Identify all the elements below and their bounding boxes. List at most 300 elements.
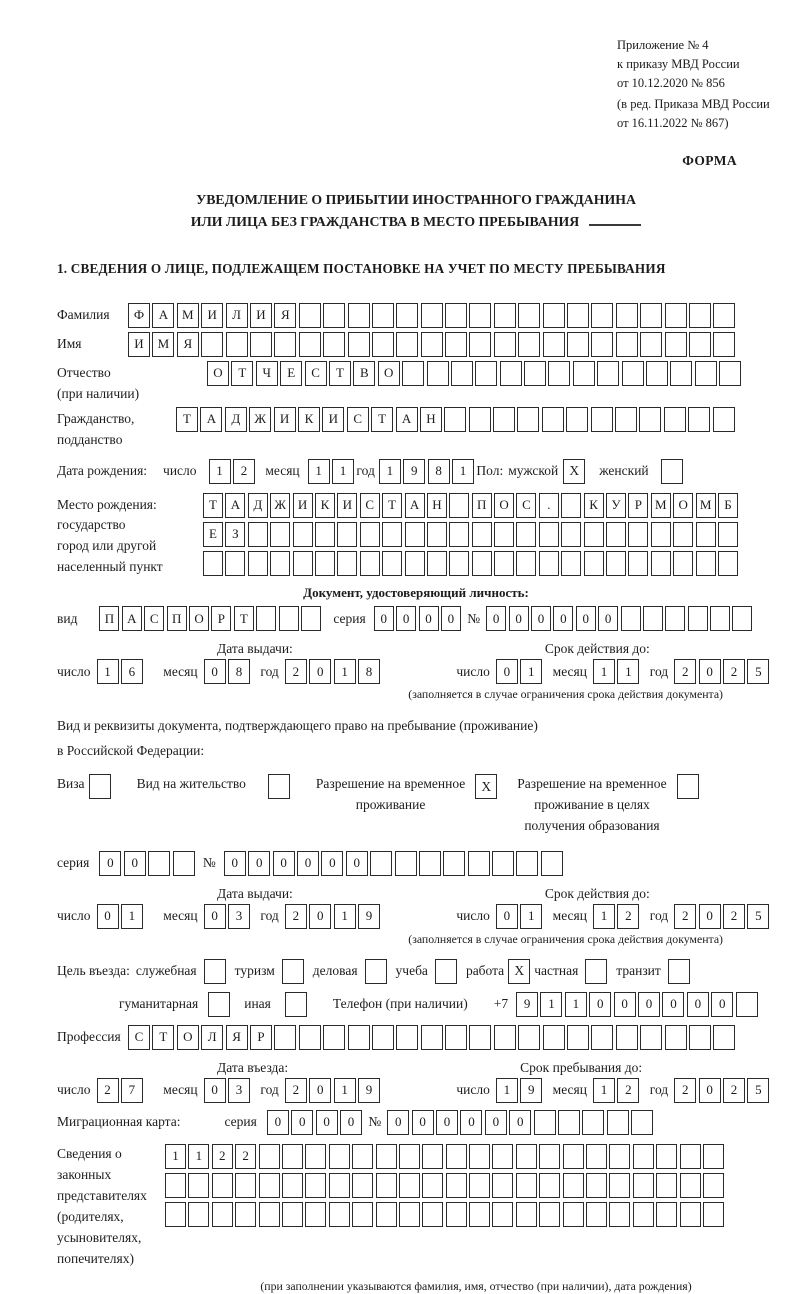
char-cell[interactable]: 2 [233,459,255,484]
char-cell[interactable] [468,851,490,876]
char-cell[interactable]: 2 [674,904,696,929]
char-cell[interactable] [323,1025,345,1050]
char-cell[interactable]: 0 [309,904,331,929]
char-cell[interactable] [689,1025,711,1050]
char-cell[interactable]: А [200,407,222,432]
char-cell[interactable]: 1 [97,659,119,684]
char-cell[interactable] [299,332,321,357]
char-cell[interactable] [584,551,604,576]
char-cell[interactable] [664,407,686,432]
char-cell[interactable] [469,332,491,357]
char-cell[interactable]: М [152,332,174,357]
char-cell[interactable] [293,522,313,547]
char-cell[interactable] [492,1144,513,1169]
char-cell[interactable] [633,1144,654,1169]
char-cell[interactable]: 9 [520,1078,542,1103]
char-cell[interactable]: Н [427,493,447,518]
char-cell[interactable] [494,332,516,357]
char-cell[interactable] [492,1173,513,1198]
char-cell[interactable] [616,1025,638,1050]
char-cell[interactable]: Т [203,493,223,518]
purpose-work-checkbox[interactable]: X [508,959,530,984]
char-cell[interactable] [591,1025,613,1050]
char-cell[interactable] [582,1110,604,1135]
char-cell[interactable] [376,1144,397,1169]
char-cell[interactable] [563,1173,584,1198]
char-cell[interactable]: 0 [509,1110,531,1135]
char-cell[interactable] [606,551,626,576]
char-cell[interactable] [500,361,522,386]
char-cell[interactable] [270,551,290,576]
char-cell[interactable]: Л [201,1025,223,1050]
char-cell[interactable]: 0 [97,904,119,929]
char-cell[interactable]: 1 [209,459,231,484]
char-cell[interactable]: О [177,1025,199,1050]
char-cell[interactable] [446,1173,467,1198]
char-cell[interactable] [396,1025,418,1050]
purpose-study-checkbox[interactable] [435,959,457,984]
char-cell[interactable]: Т [371,407,393,432]
char-cell[interactable] [226,332,248,357]
char-cell[interactable]: 9 [403,459,425,484]
char-cell[interactable]: 0 [291,1110,313,1135]
char-cell[interactable]: О [378,361,400,386]
char-cell[interactable] [396,332,418,357]
char-cell[interactable] [203,551,223,576]
char-cell[interactable] [688,606,708,631]
char-cell[interactable] [539,1202,560,1227]
char-cell[interactable] [445,303,467,328]
char-cell[interactable] [337,551,357,576]
char-cell[interactable]: И [274,407,296,432]
char-cell[interactable] [235,1173,256,1198]
char-cell[interactable] [370,851,392,876]
char-cell[interactable] [405,551,425,576]
char-cell[interactable] [516,851,538,876]
char-cell[interactable]: Л [226,303,248,328]
char-cell[interactable]: 2 [723,904,745,929]
char-cell[interactable]: 3 [228,904,250,929]
char-cell[interactable]: С [144,606,164,631]
char-cell[interactable] [472,522,492,547]
char-cell[interactable] [539,551,559,576]
char-cell[interactable] [449,551,469,576]
char-cell[interactable] [680,1144,701,1169]
char-cell[interactable] [586,1202,607,1227]
char-cell[interactable] [395,851,417,876]
char-cell[interactable] [422,1202,443,1227]
char-cell[interactable]: Т [231,361,253,386]
char-cell[interactable] [446,1202,467,1227]
char-cell[interactable]: 1 [496,1078,518,1103]
char-cell[interactable] [399,1173,420,1198]
char-cell[interactable] [301,606,321,631]
char-cell[interactable]: 2 [285,659,307,684]
char-cell[interactable]: Р [250,1025,272,1050]
char-cell[interactable] [591,303,613,328]
char-cell[interactable] [651,522,671,547]
char-cell[interactable] [372,1025,394,1050]
char-cell[interactable] [640,303,662,328]
char-cell[interactable]: 1 [565,992,587,1017]
char-cell[interactable]: Я [226,1025,248,1050]
char-cell[interactable] [665,1025,687,1050]
char-cell[interactable]: 0 [496,659,518,684]
char-cell[interactable] [348,332,370,357]
char-cell[interactable]: 5 [747,904,769,929]
char-cell[interactable]: Т [152,1025,174,1050]
sex-female-checkbox[interactable] [661,459,683,484]
char-cell[interactable] [688,407,710,432]
char-cell[interactable] [329,1173,350,1198]
char-cell[interactable] [402,361,424,386]
char-cell[interactable] [250,332,272,357]
char-cell[interactable] [469,1144,490,1169]
char-cell[interactable] [382,522,402,547]
char-cell[interactable]: 1 [165,1144,186,1169]
char-cell[interactable] [469,1025,491,1050]
char-cell[interactable] [315,551,335,576]
char-cell[interactable] [656,1202,677,1227]
char-cell[interactable] [422,1173,443,1198]
char-cell[interactable]: 0 [436,1110,458,1135]
char-cell[interactable] [148,851,170,876]
char-cell[interactable]: 0 [687,992,709,1017]
char-cell[interactable] [591,407,613,432]
char-cell[interactable] [235,1202,256,1227]
char-cell[interactable]: 1 [334,904,356,929]
char-cell[interactable] [382,551,402,576]
char-cell[interactable]: К [584,493,604,518]
char-cell[interactable]: Р [628,493,648,518]
char-cell[interactable] [469,1202,490,1227]
char-cell[interactable] [469,407,491,432]
char-cell[interactable]: 2 [285,904,307,929]
sex-male-checkbox[interactable]: X [563,459,585,484]
char-cell[interactable] [348,1025,370,1050]
char-cell[interactable]: 0 [485,1110,507,1135]
char-cell[interactable] [315,522,335,547]
char-cell[interactable] [609,1144,630,1169]
char-cell[interactable]: 1 [593,659,615,684]
char-cell[interactable] [248,522,268,547]
char-cell[interactable]: Ф [128,303,150,328]
char-cell[interactable] [201,332,223,357]
char-cell[interactable] [165,1202,186,1227]
char-cell[interactable]: 8 [358,659,380,684]
char-cell[interactable] [616,332,638,357]
char-cell[interactable] [173,851,195,876]
residence-permit-checkbox[interactable] [268,774,290,799]
char-cell[interactable]: 1 [593,1078,615,1103]
char-cell[interactable] [449,493,469,518]
char-cell[interactable] [736,992,758,1017]
char-cell[interactable]: 0 [316,1110,338,1135]
char-cell[interactable]: 0 [699,1078,721,1103]
char-cell[interactable]: М [651,493,671,518]
char-cell[interactable]: С [360,493,380,518]
char-cell[interactable]: И [322,407,344,432]
char-cell[interactable] [561,493,581,518]
char-cell[interactable]: 9 [516,992,538,1017]
char-cell[interactable]: А [152,303,174,328]
char-cell[interactable]: 0 [309,1078,331,1103]
char-cell[interactable]: 0 [598,606,618,631]
char-cell[interactable]: Р [211,606,231,631]
char-cell[interactable]: И [337,493,357,518]
char-cell[interactable]: И [128,332,150,357]
char-cell[interactable]: З [225,522,245,547]
char-cell[interactable]: 0 [224,851,246,876]
char-cell[interactable]: 0 [204,659,226,684]
char-cell[interactable] [446,1144,467,1169]
char-cell[interactable] [713,303,735,328]
char-cell[interactable] [615,407,637,432]
char-cell[interactable]: М [696,493,716,518]
char-cell[interactable]: . [539,493,559,518]
char-cell[interactable]: 0 [346,851,368,876]
char-cell[interactable]: 6 [121,659,143,684]
purpose-transit-checkbox[interactable] [668,959,690,984]
char-cell[interactable] [188,1202,209,1227]
char-cell[interactable]: 1 [520,904,542,929]
char-cell[interactable] [427,551,447,576]
char-cell[interactable] [665,606,685,631]
char-cell[interactable]: 1 [121,904,143,929]
char-cell[interactable]: 0 [638,992,660,1017]
char-cell[interactable]: Т [382,493,402,518]
char-cell[interactable]: 2 [235,1144,256,1169]
char-cell[interactable] [539,1144,560,1169]
char-cell[interactable] [563,1144,584,1169]
char-cell[interactable]: Т [176,407,198,432]
char-cell[interactable] [639,407,661,432]
char-cell[interactable]: 0 [99,851,121,876]
char-cell[interactable] [399,1144,420,1169]
char-cell[interactable]: Т [329,361,351,386]
char-cell[interactable]: Б [718,493,738,518]
temp-residence-checkbox[interactable]: X [475,774,497,799]
purpose-humanitarian-checkbox[interactable] [208,992,230,1017]
char-cell[interactable]: Т [234,606,254,631]
char-cell[interactable]: 0 [396,606,416,631]
char-cell[interactable] [492,851,514,876]
char-cell[interactable] [673,551,693,576]
char-cell[interactable]: 0 [412,1110,434,1135]
char-cell[interactable] [516,522,536,547]
char-cell[interactable]: 0 [340,1110,362,1135]
char-cell[interactable] [703,1173,724,1198]
char-cell[interactable] [329,1202,350,1227]
char-cell[interactable] [421,332,443,357]
char-cell[interactable]: Я [177,332,199,357]
char-cell[interactable] [376,1202,397,1227]
char-cell[interactable] [703,1202,724,1227]
char-cell[interactable] [539,522,559,547]
char-cell[interactable]: Д [225,407,247,432]
char-cell[interactable]: 0 [419,606,439,631]
char-cell[interactable] [567,1025,589,1050]
char-cell[interactable]: А [396,407,418,432]
char-cell[interactable]: 0 [374,606,394,631]
char-cell[interactable]: 5 [747,659,769,684]
char-cell[interactable]: 0 [124,851,146,876]
char-cell[interactable] [516,1173,537,1198]
char-cell[interactable] [494,303,516,328]
char-cell[interactable]: А [122,606,142,631]
char-cell[interactable] [469,303,491,328]
char-cell[interactable] [352,1144,373,1169]
char-cell[interactable] [566,407,588,432]
char-cell[interactable]: У [606,493,626,518]
char-cell[interactable] [516,551,536,576]
char-cell[interactable] [643,606,663,631]
char-cell[interactable] [539,1173,560,1198]
char-cell[interactable]: П [99,606,119,631]
char-cell[interactable] [646,361,668,386]
char-cell[interactable] [225,551,245,576]
char-cell[interactable] [517,407,539,432]
char-cell[interactable] [606,522,626,547]
char-cell[interactable]: 8 [228,659,250,684]
char-cell[interactable] [621,606,641,631]
char-cell[interactable] [561,522,581,547]
char-cell[interactable] [518,332,540,357]
char-cell[interactable] [696,551,716,576]
char-cell[interactable]: 8 [428,459,450,484]
char-cell[interactable] [443,851,465,876]
char-cell[interactable] [656,1144,677,1169]
char-cell[interactable]: О [207,361,229,386]
char-cell[interactable]: 0 [576,606,596,631]
char-cell[interactable]: П [167,606,187,631]
char-cell[interactable]: 1 [540,992,562,1017]
char-cell[interactable]: 0 [273,851,295,876]
char-cell[interactable]: 0 [699,904,721,929]
char-cell[interactable] [665,303,687,328]
char-cell[interactable] [445,332,467,357]
char-cell[interactable] [718,522,738,547]
char-cell[interactable] [421,1025,443,1050]
char-cell[interactable] [270,522,290,547]
char-cell[interactable]: 0 [662,992,684,1017]
char-cell[interactable]: 1 [308,459,330,484]
char-cell[interactable] [713,407,735,432]
char-cell[interactable]: С [128,1025,150,1050]
char-cell[interactable] [165,1173,186,1198]
char-cell[interactable]: Ж [249,407,271,432]
char-cell[interactable] [543,332,565,357]
char-cell[interactable]: А [405,493,425,518]
char-cell[interactable] [212,1173,233,1198]
char-cell[interactable] [689,332,711,357]
char-cell[interactable]: Е [203,522,223,547]
char-cell[interactable] [628,522,648,547]
char-cell[interactable] [493,407,515,432]
char-cell[interactable] [584,522,604,547]
char-cell[interactable]: 0 [248,851,270,876]
char-cell[interactable] [421,303,443,328]
char-cell[interactable] [305,1173,326,1198]
char-cell[interactable] [475,361,497,386]
purpose-private-checkbox[interactable] [585,959,607,984]
purpose-other-checkbox[interactable] [285,992,307,1017]
char-cell[interactable] [293,551,313,576]
purpose-tourism-checkbox[interactable] [282,959,304,984]
char-cell[interactable]: 1 [379,459,401,484]
char-cell[interactable] [282,1144,303,1169]
char-cell[interactable]: 2 [212,1144,233,1169]
char-cell[interactable]: И [201,303,223,328]
char-cell[interactable]: 0 [614,992,636,1017]
char-cell[interactable] [323,332,345,357]
char-cell[interactable] [670,361,692,386]
char-cell[interactable]: И [250,303,272,328]
char-cell[interactable]: О [673,493,693,518]
char-cell[interactable]: С [305,361,327,386]
char-cell[interactable] [567,303,589,328]
char-cell[interactable]: П [472,493,492,518]
char-cell[interactable] [633,1202,654,1227]
char-cell[interactable] [703,1144,724,1169]
char-cell[interactable] [607,1110,629,1135]
char-cell[interactable] [573,361,595,386]
char-cell[interactable] [622,361,644,386]
char-cell[interactable]: 1 [334,1078,356,1103]
char-cell[interactable] [299,1025,321,1050]
char-cell[interactable] [516,1144,537,1169]
char-cell[interactable] [494,1025,516,1050]
char-cell[interactable] [713,1025,735,1050]
char-cell[interactable] [419,851,441,876]
char-cell[interactable] [542,407,564,432]
temp-residence-edu-checkbox[interactable] [677,774,699,799]
char-cell[interactable] [279,606,299,631]
char-cell[interactable] [524,361,546,386]
char-cell[interactable]: Я [274,303,296,328]
char-cell[interactable] [710,606,730,631]
char-cell[interactable] [680,1202,701,1227]
char-cell[interactable]: 0 [486,606,506,631]
char-cell[interactable] [372,303,394,328]
char-cell[interactable]: 2 [674,659,696,684]
char-cell[interactable]: К [298,407,320,432]
char-cell[interactable] [427,361,449,386]
purpose-business-checkbox[interactable] [365,959,387,984]
char-cell[interactable] [305,1202,326,1227]
purpose-official-checkbox[interactable] [204,959,226,984]
char-cell[interactable]: 2 [723,659,745,684]
char-cell[interactable] [680,1173,701,1198]
char-cell[interactable] [732,606,752,631]
char-cell[interactable] [188,1173,209,1198]
char-cell[interactable] [651,551,671,576]
char-cell[interactable] [451,361,473,386]
char-cell[interactable] [259,1144,280,1169]
char-cell[interactable]: 0 [531,606,551,631]
char-cell[interactable]: 0 [711,992,733,1017]
char-cell[interactable] [444,407,466,432]
char-cell[interactable]: 0 [204,904,226,929]
char-cell[interactable]: 0 [267,1110,289,1135]
char-cell[interactable] [469,1173,490,1198]
char-cell[interactable]: 0 [553,606,573,631]
char-cell[interactable]: 0 [321,851,343,876]
char-cell[interactable]: 2 [617,904,639,929]
char-cell[interactable]: Е [280,361,302,386]
char-cell[interactable] [274,332,296,357]
char-cell[interactable] [396,303,418,328]
